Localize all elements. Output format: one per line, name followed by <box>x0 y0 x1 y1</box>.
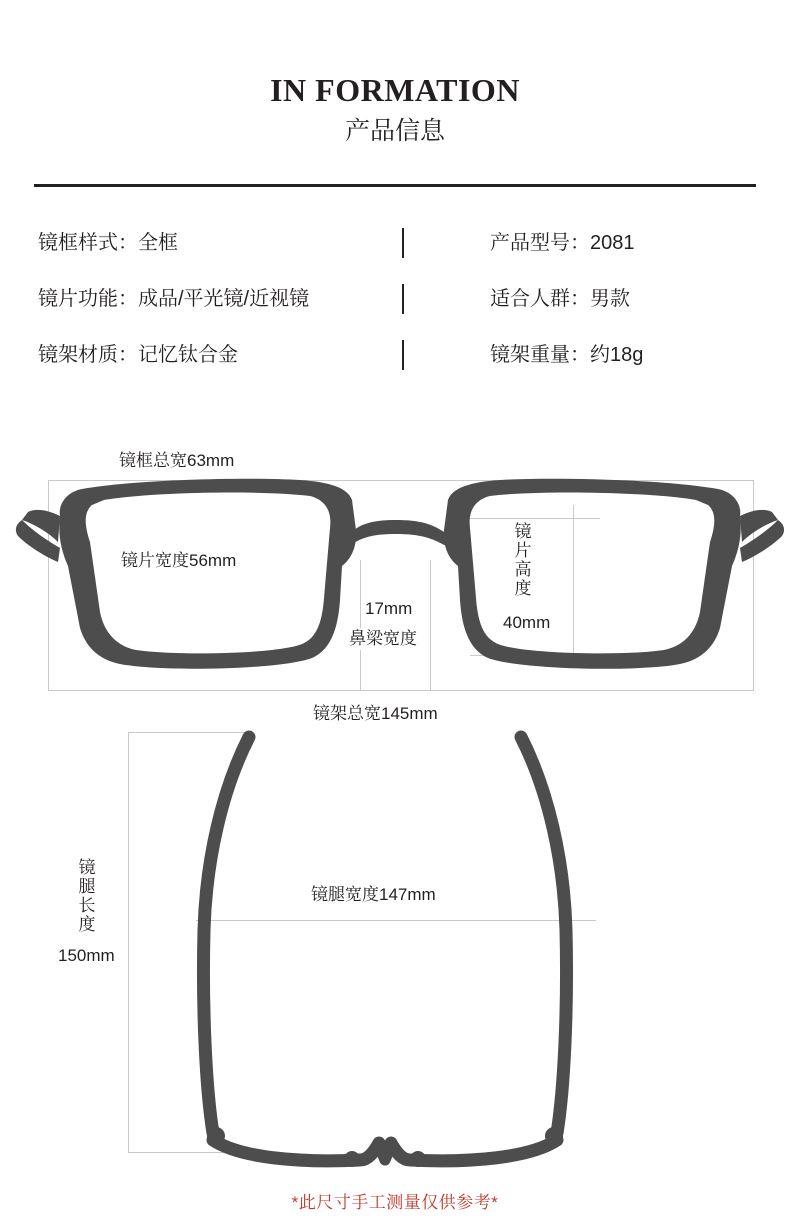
spec-key: 镜架材质： <box>38 344 138 366</box>
page-title-en: IN FORMATION <box>270 72 520 108</box>
page-title-cn: 产品信息 <box>344 117 445 145</box>
spec-key: 镜框样式： <box>38 232 138 254</box>
label-bridge-width: 鼻梁宽度 <box>346 628 420 650</box>
label-lens-height-value: 40mm <box>500 612 553 634</box>
spec-value: 男款 <box>590 288 630 310</box>
label-frame-total-width: 镜架总宽145mm <box>310 703 441 725</box>
measurement-disclaimer: *此尺寸手工测量仅供参考* <box>291 1193 499 1212</box>
label-temple-length-value: 150mm <box>55 945 118 967</box>
label-bridge-width-value: 17mm <box>362 598 415 620</box>
label-temple-length: 镜腿长度 <box>78 858 96 934</box>
spec-value: 2081 <box>590 232 635 254</box>
spec-key: 镜片功能： <box>38 288 138 310</box>
label-temple-width: 镜腿宽度147mm <box>308 884 439 906</box>
label-lens-width: 镜片宽度56mm <box>118 550 239 572</box>
spec-value: 记忆钛合金 <box>138 344 238 366</box>
spec-value: 全框 <box>138 232 178 254</box>
label-total-frame-width: 镜框总宽63mm <box>116 450 237 472</box>
spec-value: 成品/平光镜/近视镜 <box>138 288 310 310</box>
spec-key: 适合人群： <box>490 288 590 310</box>
label-lens-height: 镜片高度 <box>514 522 532 598</box>
spec-key: 镜架重量： <box>490 344 590 366</box>
spec-key: 产品型号： <box>490 232 590 254</box>
spec-value: 约18g <box>590 344 644 366</box>
